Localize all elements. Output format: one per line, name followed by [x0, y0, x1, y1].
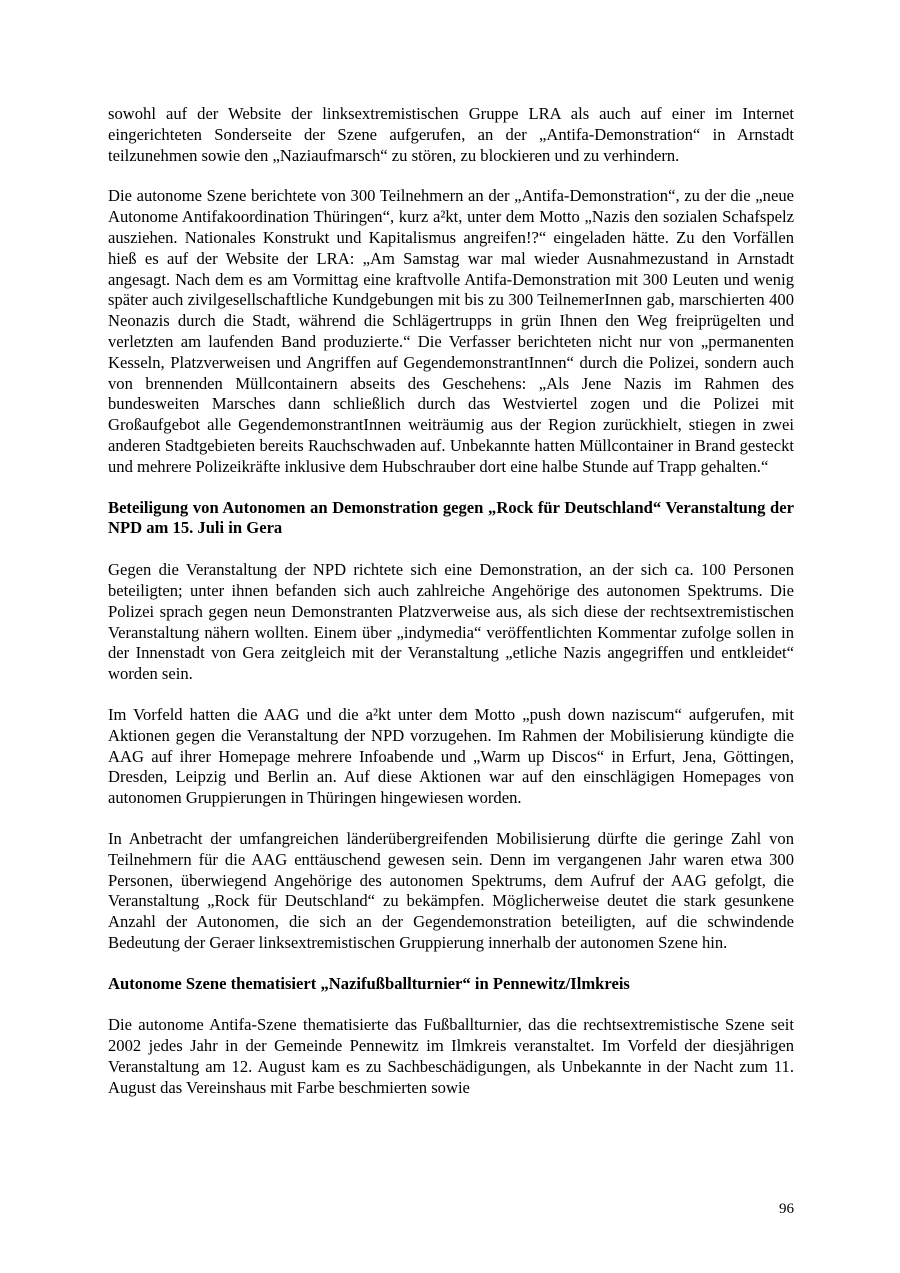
paragraph-continuation: sowohl auf der Website der linksextremistischen Gruppe LRA als auch auf einer im Internet eingerichteten Sonderseite der Szene aufgerufen, an der „Antifa-Demonstration“ in Arnstadt teilzunehmen sowie den „Naziaufmarsch“ zu stören, zu blockieren und zu verhindern.	[108, 104, 794, 165]
section-heading-gera: Beteiligung von Autonomen an Demonstration gegen „Rock für Deutschland“ Veranstaltung der NPD am 15. Juli in Gera	[108, 497, 794, 538]
page-number: 96	[779, 1201, 794, 1217]
paragraph-gera-demonstration: Gegen die Veranstaltung der NPD richtete sich eine Demonstration, an der sich ca. 100 Personen beteiligten; unter ihnen befanden sich auch zahlreiche Angehörige des autonomen Spektrums. Die Polizei sprach gegen neun Demonstranten Platzverweise aus, als sich diese der rechtsextremistischen Veranstaltung nähern wollten. Einem über „indymedia“ veröffentlichten Kommentar zufolge sollen in der Innenstadt von Gera zeitgleich mit der Veranstaltung „etliche Nazis angegriffen und entkleidet“ worden sein.	[108, 560, 794, 684]
paragraph-pennewitz: Die autonome Antifa-Szene thematisierte das Fußballturnier, das die rechtsextremistische Szene seit 2002 jedes Jahr in der Gemeinde Pennewitz im Ilmkreis veranstaltet. Im Vorfeld der diesjährigen Veranstaltung am 12. August kam es zu Sachbeschädigungen, als Unbekannte in der Nacht zum 11. August das Vereinshaus mit Farbe beschmierten sowie	[108, 1015, 794, 1097]
section-heading-pennewitz: Autonome Szene thematisiert „Nazifußballturnier“ in Pennewitz/Ilmkreis	[108, 973, 630, 993]
document-body	[108, 104, 794, 1119]
paragraph-gera-assessment: In Anbetracht der umfangreichen länderübergreifenden Mobilisierung dürfte die geringe Zahl von Teilnehmern für die AAG enttäuschend gewesen sein. Denn im vergangenen Jahr waren etwa 300 Personen, überwiegend Angehörige des autonomen Spektrums, dem Aufruf der AAG gefolgt, die Veranstaltung „Rock für Deutschland“ zu bekämpfen. Möglicherweise deutet die stark gesunkene Anzahl der Autonomen, die sich an der Gegendemonstration beteiligten, auf die schwindende Bedeutung der Geraer linksextremistischen Gruppierung innerhalb der autonomen Szene hin.	[108, 828, 794, 952]
paragraph-arnstadt-report: Die autonome Szene berichtete von 300 Teilnehmern an der „Antifa-Demonstration“, zu der die „neue Autonome Antifakoordination Thüringen“, kurz a²kt, unter dem Motto „Nazis den sozialen Schafspelz ausziehen. Nationales Konstrukt und Kapitalismus angreifen!?“ eingeladen hätte. Zu den Vorfällen hieß es auf der Website der LRA: „Am Samstag war mal wieder Ausnahmezustand in Arnstadt angesagt. Nach dem es am Vormittag eine kraftvolle Antifa-Demonstration mit 300 Leuten und wenig später auch zivilgesellschaftliche Kundgebungen mit bis zu 300 TeilnemerInnen gab, marschierten 400 Neonazis durch die Stadt, während die Schlägertrupps in grün Ihnen den Weg freiprügelten und verletzten am laufenden Band produzierte.“ Die Verfasser berichteten nicht nur von „permanenten Kesseln, Platzverweisen und Angriffen auf GegendemonstrantInnen“ durch die Polizei, sondern auch von brennenden Müllcontainern abseits des Geschehens: „Als Jene Nazis im Rahmen des bundesweiten Marsches dann schließlich durch das Westviertel zogen und die Polizei mit Großaufgebot alle GegendemonstrantInnen weiträumig aus der Region zurückhielt, stiegen in zwei anderen Stadtgebieten bereits Rauchschwaden auf. Unbekannte hatten Müllcontainer in Brand gesteckt und mehrere Polizeikräfte inklusive dem Hubschrauber dort eine halbe Stunde auf Trapp gehalten.“	[108, 186, 794, 476]
paragraph-gera-mobilisation: Im Vorfeld hatten die AAG und die a²kt unter dem Motto „push down naziscum“ aufgerufen, mit Aktionen gegen die Veranstaltung der NPD vorzugehen. Im Rahmen der Mobilisierung kündigte die AAG auf ihrer Homepage mehrere Infoabende und „Warm up Discos“ in Erfurt, Jena, Göttingen, Dresden, Leipzig und Berlin an. Auf diese Aktionen war auf den einschlägigen Homepages von autonomen Gruppierungen in Thüringen hingewiesen worden.	[108, 704, 794, 808]
